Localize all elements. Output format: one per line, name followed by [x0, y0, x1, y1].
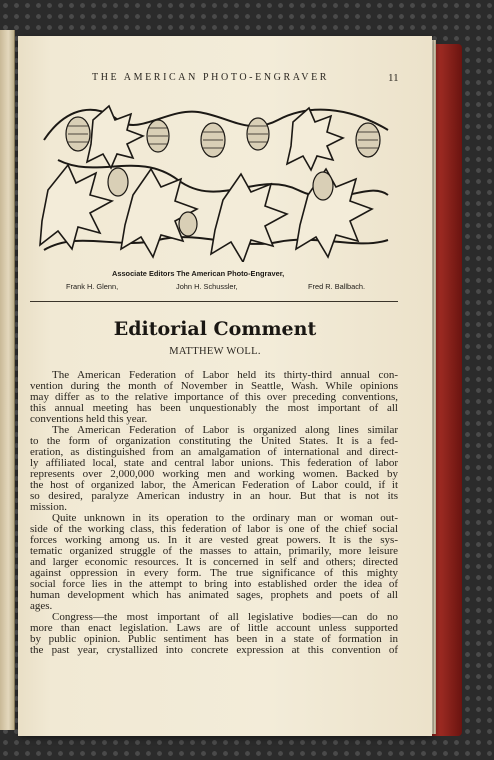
body-line: by public opinion. Public sentiment has been in a state of formation in: [30, 633, 398, 645]
body-line: The American Federation of Labor is organized along lines similar: [52, 424, 398, 436]
body-line: mission.: [30, 501, 67, 513]
running-head: THE AMERICAN PHOTO-ENGRAVER: [92, 72, 330, 83]
hop-vine-ornament: [38, 100, 394, 262]
article-byline: MATTHEW WOLL.: [169, 346, 261, 357]
body-line: this annual meeting has been unquestionably the most important of all: [30, 402, 398, 414]
body-line: so desired, paralyze American industry in an hour. But that is not its: [30, 490, 398, 502]
editor-name: Fred R. Ballbach.: [308, 282, 366, 291]
body-line: Quite unknown in its operation to the ordinary man or woman out-: [52, 512, 398, 524]
body-line: the past year, crystallized into concrete expression at this convention of: [30, 644, 398, 656]
body-line: may differ as to the relative importance of this over preceding conventions,: [30, 391, 398, 403]
body-line: more than enact legislation. Laws are of little account unless supported: [30, 622, 398, 634]
body-line: tematic organized struggle of the masses to attain, primarily, more leisure: [30, 545, 398, 557]
page-number: 11: [388, 72, 399, 84]
body-line: forces working among us. In it are vested great powers. It is the sys-: [30, 534, 398, 546]
body-line: Congress—the most important of all legislative bodies—can do no: [52, 611, 398, 623]
divider: [30, 301, 398, 302]
article-title: Editorial Comment: [113, 318, 317, 340]
body-line: eration, as distinguished from an amalgamation of international and direct-: [30, 446, 398, 458]
body-line: side of the working class, this federation of labor is one of the chief social: [30, 523, 398, 535]
body-line: the host of organized labor, the American Federation of Labor could, if it: [30, 479, 398, 491]
body-line: ages.: [30, 600, 53, 612]
body-line: represents over 2,000,000 working men and working women. Backed by: [30, 468, 398, 480]
editors-heading: Associate Editors The American Photo-Engraver,: [112, 269, 285, 278]
body-line: to the form of organization constituting the United States. It is a fed-: [30, 435, 398, 447]
body-line: against oppression in every form. The true significance of this mighty: [30, 567, 398, 579]
previous-page-edge: [0, 30, 15, 730]
body-line: vention during the month of November in Seattle, Wash. While opinions: [30, 380, 398, 392]
editor-name: Frank H. Glenn,: [66, 282, 119, 291]
body-line: ly affiliated local, state and central labor unions. This federation of labor: [30, 457, 398, 469]
body-line: The American Federation of Labor held its thirty-third annual con-: [52, 369, 398, 381]
body-line: social force lies in the attempt to bring into established order the idea of: [30, 578, 398, 590]
editor-name: John H. Schussler,: [176, 282, 238, 291]
body-line: and larger economic resources. It is concerned in self and others; directed: [30, 556, 398, 568]
body-line: human development which has animated sages, prophets and poets of all: [30, 589, 398, 601]
body-line: conventions held this year.: [30, 413, 148, 425]
